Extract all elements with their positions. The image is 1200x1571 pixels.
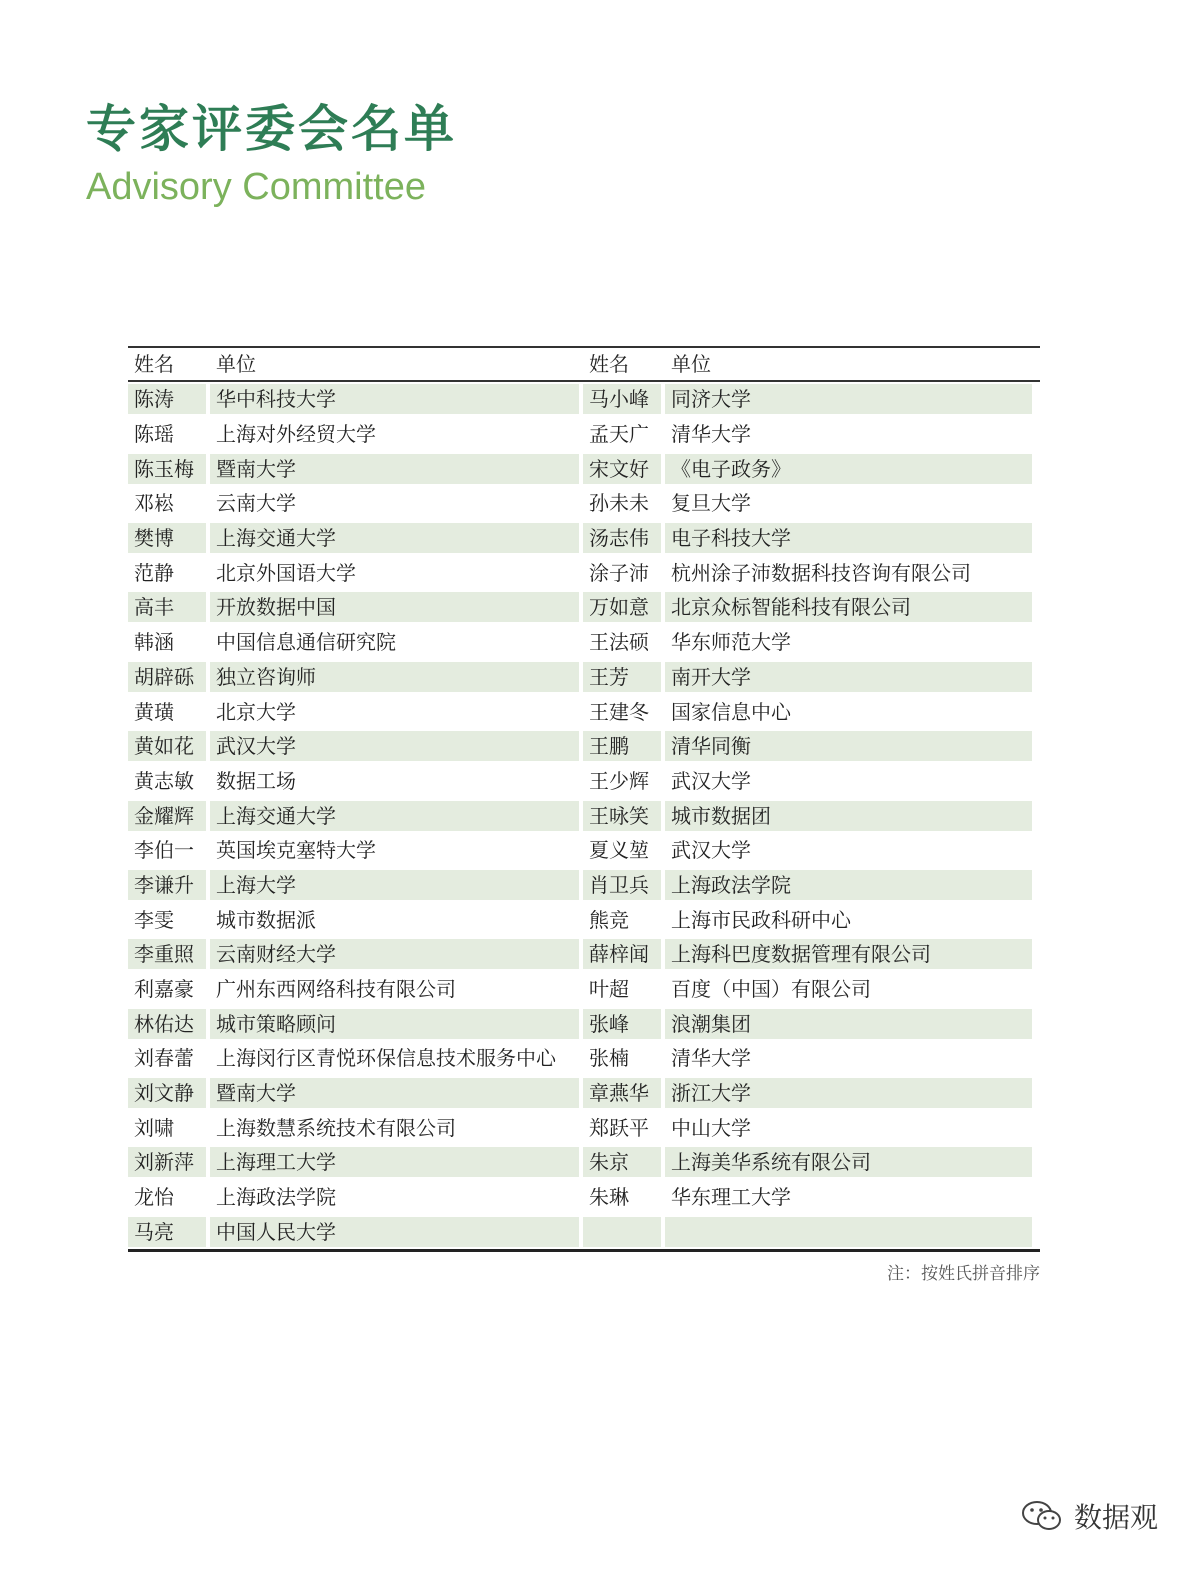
cell-name-right: 王芳	[583, 662, 661, 692]
cell-name-right: 马小峰	[583, 384, 661, 414]
table-row	[128, 1110, 1040, 1145]
cell-unit-left: 上海大学	[210, 870, 579, 900]
cell-unit-left: 城市策略顾问	[210, 1009, 579, 1039]
cell-unit-left: 暨南大学	[210, 454, 579, 484]
table-header	[128, 348, 1040, 382]
table-row	[128, 1215, 1040, 1250]
cell-name-left: 刘啸	[134, 1115, 174, 1140]
cell-name-right: 万如意	[583, 592, 661, 622]
watermark-text: 数据观	[1073, 1501, 1158, 1534]
cell-unit-right: 浙江大学	[665, 1078, 1032, 1108]
cell-unit-left: 上海理工大学	[210, 1147, 579, 1177]
cell-unit-left: 独立咨询师	[210, 662, 579, 692]
cell-unit-left: 云南大学	[216, 491, 296, 516]
cell-name-left: 利嘉豪	[134, 977, 194, 1002]
cell-unit-right: 华东理工大学	[671, 1185, 791, 1210]
cell-unit-right: 清华同衡	[665, 731, 1032, 761]
cell-unit-right: 国家信息中心	[671, 699, 791, 724]
cell-name-left: 刘新萍	[128, 1147, 206, 1177]
cell-name-right: 朱琳	[589, 1185, 629, 1210]
table-row	[128, 833, 1040, 868]
cell-name-right: 薛梓闻	[583, 939, 661, 969]
sort-note: 注：按姓氏拼音排序	[887, 1264, 1040, 1284]
watermark	[1020, 1496, 1158, 1536]
cell-unit-right: 清华大学	[671, 1046, 751, 1071]
cell-name-right: 郑跃平	[589, 1115, 649, 1140]
cell-name-left: 陈涛	[128, 384, 206, 414]
cell-name-left: 高丰	[128, 592, 206, 622]
table-row	[128, 660, 1040, 695]
cell-unit-right: 华东师范大学	[671, 630, 791, 655]
cell-name-left: 刘文静	[128, 1078, 206, 1108]
cell-unit-left: 上海交通大学	[210, 523, 579, 553]
cell-name-right: 章燕华	[583, 1078, 661, 1108]
cell-name-left: 李伯一	[134, 838, 194, 863]
cell-name-right: 叶超	[589, 977, 629, 1002]
table-row	[128, 729, 1040, 764]
cell-unit-right: 电子科技大学	[665, 523, 1032, 553]
cell-name-right: 张楠	[589, 1046, 629, 1071]
table-row	[128, 417, 1040, 452]
cell-name-right: 孙未未	[589, 491, 649, 516]
cell-name-right: 朱京	[583, 1147, 661, 1177]
header-name-left: 姓名	[134, 352, 174, 376]
cell-name-right: 涂子沛	[589, 560, 649, 585]
cell-name-left: 李谦升	[128, 870, 206, 900]
table-row	[128, 521, 1040, 556]
table-row	[128, 590, 1040, 625]
cell-unit-left: 开放数据中国	[210, 592, 579, 622]
cell-name-right	[583, 1217, 661, 1247]
cell-name-right: 王建冬	[589, 699, 649, 724]
table-row	[128, 625, 1040, 660]
table-row	[128, 868, 1040, 903]
cell-name-right: 王少辉	[589, 768, 649, 793]
cell-unit-right: 浪潮集团	[665, 1009, 1032, 1039]
table-row	[128, 451, 1040, 486]
cell-unit-right: 清华大学	[671, 422, 751, 447]
table-row	[128, 694, 1040, 729]
cell-name-left: 金耀辉	[128, 801, 206, 831]
header-unit-left: 单位	[216, 352, 256, 376]
cell-unit-right: 上海美华系统有限公司	[665, 1147, 1032, 1177]
cell-name-left: 马亮	[128, 1217, 206, 1247]
cell-name-right: 肖卫兵	[583, 870, 661, 900]
table-row	[128, 972, 1040, 1007]
cell-unit-right: 上海市民政科研中心	[671, 907, 851, 932]
cell-unit-right: 杭州涂子沛数据科技咨询有限公司	[671, 560, 971, 585]
table-row	[128, 937, 1040, 972]
cell-name-left: 樊博	[128, 523, 206, 553]
cell-name-left: 刘春蕾	[134, 1046, 194, 1071]
page-title: 专家评委会名单	[86, 100, 457, 158]
cell-name-left: 李重照	[128, 939, 206, 969]
cell-name-right: 夏义堃	[589, 838, 649, 863]
cell-unit-left: 广州东西网络科技有限公司	[216, 977, 456, 1002]
cell-name-right: 宋文好	[583, 454, 661, 484]
cell-name-left: 龙怡	[134, 1185, 174, 1210]
table-row	[128, 555, 1040, 590]
table-row	[128, 902, 1040, 937]
table-row	[128, 1145, 1040, 1180]
cell-unit-left: 中国人民大学	[210, 1217, 579, 1247]
cell-name-left: 林佑达	[128, 1009, 206, 1039]
cell-name-left: 韩涵	[134, 630, 174, 655]
cell-unit-right: 复旦大学	[671, 491, 751, 516]
cell-unit-left: 上海闵行区青悦环保信息技术服务中心	[216, 1046, 556, 1071]
cell-unit-right: 南开大学	[665, 662, 1032, 692]
table-row	[128, 798, 1040, 833]
cell-unit-left: 上海政法学院	[216, 1185, 336, 1210]
cell-unit-left: 华中科技大学	[210, 384, 579, 414]
cell-unit-left: 城市数据派	[216, 907, 316, 932]
cell-unit-left: 上海对外经贸大学	[216, 422, 376, 447]
cell-unit-right: 同济大学	[665, 384, 1032, 414]
cell-name-left: 黄璜	[134, 699, 174, 724]
cell-unit-right: 百度（中国）有限公司	[671, 977, 871, 1002]
table-row	[128, 1006, 1040, 1041]
cell-unit-left: 暨南大学	[210, 1078, 579, 1108]
cell-unit-left: 数据工场	[216, 768, 296, 793]
cell-name-left: 黄志敏	[134, 768, 194, 793]
cell-unit-left: 北京外国语大学	[216, 560, 356, 585]
committee-table	[128, 346, 1040, 1252]
wechat-icon	[1020, 1499, 1064, 1533]
cell-unit-right	[665, 1217, 1032, 1247]
cell-unit-right: 《电子政务》	[665, 454, 1032, 484]
cell-name-right: 熊竞	[589, 907, 629, 932]
table-row	[128, 486, 1040, 521]
cell-unit-left: 北京大学	[216, 699, 296, 724]
cell-name-right: 王法硕	[589, 630, 649, 655]
cell-name-left: 黄如花	[128, 731, 206, 761]
cell-unit-right: 上海科巴度数据管理有限公司	[665, 939, 1032, 969]
cell-name-left: 陈玉梅	[128, 454, 206, 484]
cell-name-right: 王鹏	[583, 731, 661, 761]
table-row	[128, 1180, 1040, 1215]
cell-unit-left: 云南财经大学	[210, 939, 579, 969]
table-row	[128, 382, 1040, 417]
cell-name-left: 陈瑶	[134, 422, 174, 447]
table-row	[128, 1041, 1040, 1076]
page-subtitle: Advisory Committee	[86, 166, 426, 208]
cell-unit-right: 武汉大学	[671, 838, 751, 863]
cell-name-right: 张峰	[583, 1009, 661, 1039]
header-unit-right: 单位	[671, 352, 711, 376]
table-row	[128, 1076, 1040, 1111]
cell-name-right: 王咏笑	[583, 801, 661, 831]
table-body	[128, 382, 1040, 1249]
cell-unit-right: 城市数据团	[665, 801, 1032, 831]
cell-unit-left: 英国埃克塞特大学	[216, 838, 376, 863]
cell-unit-left: 上海交通大学	[210, 801, 579, 831]
cell-unit-left: 武汉大学	[210, 731, 579, 761]
cell-name-left: 范静	[134, 560, 174, 585]
header-name-right: 姓名	[589, 352, 629, 376]
cell-unit-right: 北京众标智能科技有限公司	[665, 592, 1032, 622]
cell-name-left: 胡辟砾	[128, 662, 206, 692]
cell-unit-left: 上海数慧系统技术有限公司	[216, 1115, 456, 1140]
cell-unit-right: 上海政法学院	[665, 870, 1032, 900]
cell-name-left: 李雯	[134, 907, 174, 932]
cell-name-right: 孟天广	[589, 422, 649, 447]
cell-unit-left: 中国信息通信研究院	[216, 630, 396, 655]
cell-name-left: 邓崧	[134, 491, 174, 516]
cell-unit-right: 武汉大学	[671, 768, 751, 793]
cell-name-right: 汤志伟	[583, 523, 661, 553]
table-row	[128, 764, 1040, 799]
cell-unit-right: 中山大学	[671, 1115, 751, 1140]
